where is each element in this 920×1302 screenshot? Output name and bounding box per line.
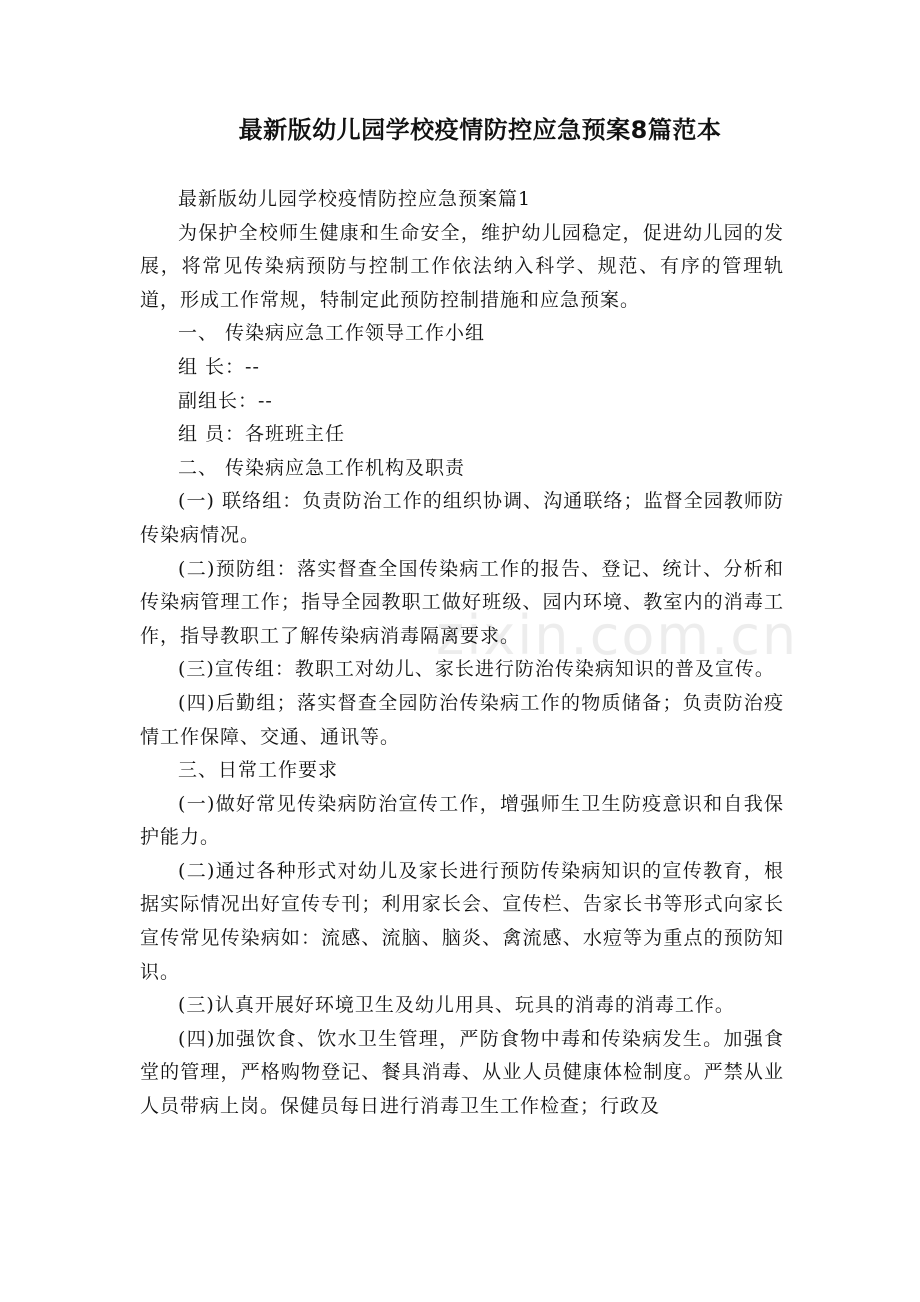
document-title: 最新版幼儿园学校疫情防控应急预案8篇范本	[238, 116, 722, 144]
paragraph: (三)认真开展好环境卫生及幼儿用具、玩具的消毒的消毒工作。	[178, 994, 735, 1017]
paragraph: 副组长：--	[178, 389, 273, 412]
paragraph: (二)预防组：落实督查全国传染病工作的报告、登记、统计、分析和传染病管理工作；指导全园教职工做好班级、园内环境、教室内的消毒工作，指导教职工了解传染病消毒隔离要求。	[140, 557, 784, 647]
paragraph: 组 长：--	[178, 355, 260, 378]
paragraph: (一) 联络组：负责防治工作的组织协调、沟通联络；监督全园教师防传染病情况。	[140, 490, 784, 546]
section-heading: 三、日常工作要求	[178, 759, 339, 782]
paragraph: 为保护全校师生健康和生命安全，维护幼儿园稳定，促进幼儿园的发展，将常见传染病预防与控制工作依法纳入科学、规范、有序的管理轨道，形成工作常规，特制定此预防控制措施和应急预案。	[140, 221, 784, 311]
paragraph: (四)后勤组；落实督查全园防治传染病工作的物质储备；负责防治疫情工作保障、交通、通讯等。	[140, 691, 784, 748]
paragraph: (一)做好常见传染病防治宣传工作，增强师生卫生防疫意识和自我保护能力。	[140, 792, 784, 849]
section-heading: 二、 传染病应急工作机构及职责	[178, 456, 466, 479]
paragraph: (四)加强饮食、饮水卫生管理，严防食物中毒和传染病发生。加强食堂的管理，严格购物登记、餐具消毒、从业人员健康体检制度。严禁从业人员带病上岗。保健员每日进行消毒卫生工作检查；行政及	[140, 1027, 784, 1118]
paragraph: (二)通过各种形式对幼儿及家长进行预防传染病知识的宣传教育，根据实际情况出好宣传专刊；利用家长会、宣传栏、告家长书等形式向家长宣传常见传染病如：流感、流脑、脑炎、禽流感、水痘等为重点的预防知识。	[140, 859, 784, 983]
section-heading: 一、 传染病应急工作领导工作小组	[178, 322, 486, 345]
watermark: zixin.com.cn	[436, 604, 799, 667]
section-heading: 最新版幼儿园学校疫情防控应急预案篇1	[178, 188, 532, 210]
paragraph: (三)宣传组：教职工对幼儿、家长进行防治传染病知识的普及宣传。	[178, 658, 775, 681]
paragraph: 组 员：各班班主任	[178, 423, 346, 446]
